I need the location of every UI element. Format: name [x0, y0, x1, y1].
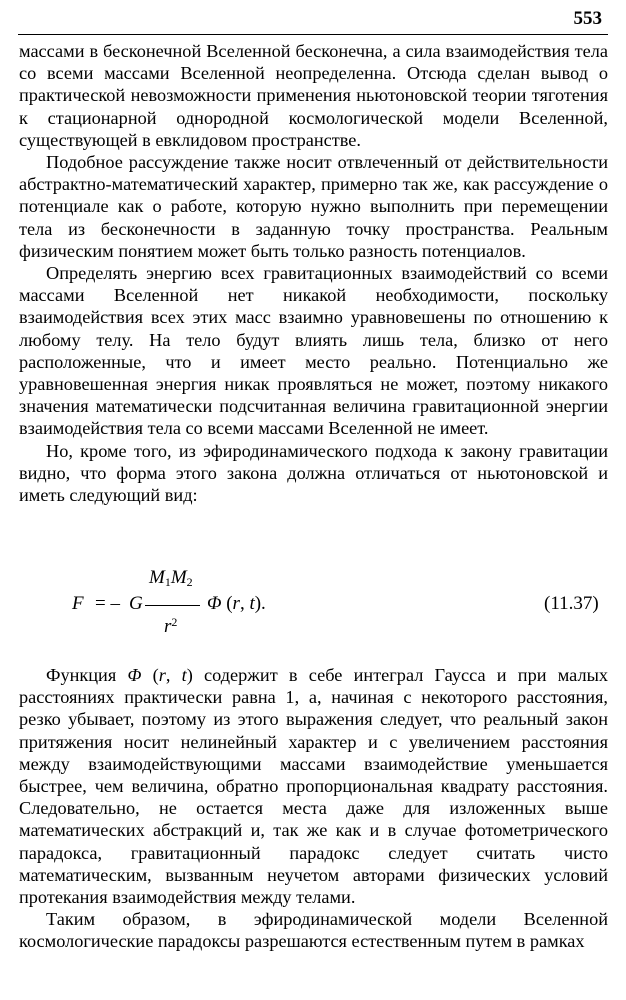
paragraph: Функция Φ (r, t) содержит в себе интеграл Гаусса и при малых расстояниях практически равна 1, а, начиная с некоторого расстояния, резко убывает, поэтому из этого выражения следует, что реальный закон притяжения носит нелинейный характер и с увеличением расстояния между взаимодействующими массами взаимодействие уменьшается быстрее, чем величина, обратно пропорциональная квадрату расстояния. Следовательно, не остается места даже для изложенных выше математических абстракций и, так же как и в случае фотометрического парадокса, гравитационный парадокс следует считать чисто математическим, вызванным неучетом авторами физических условий протекания взаимодействия между телами.	[19, 665, 608, 908]
paragraph: массами в бесконечной Вселенной бесконечна, а сила взаимодействия тела со всеми массами Вселенной неопределенна. Отсюда сделан вывод о практической невозможности применения ньютоновской теории тяготения к стационарной однородной космологической модели Вселенной, существующей в евклидовом пространстве.	[19, 41, 608, 150]
header-rule	[18, 34, 608, 35]
formula-equals: = –	[95, 593, 120, 614]
formula-denominator: $r^2$	[164, 615, 178, 637]
fraction-bar	[145, 605, 200, 606]
formula-11-37	[0, 545, 626, 645]
formula-function: Φ (r, t).	[207, 593, 266, 614]
paragraph: Подобное рассуждение также носит отвлеченный от действительности абстрактно-математический характер, примерно так же, как рассуждение о потенциале как о работе, которую нужно выполнить при перемещении тела из бесконечности в заданную точку пространства. Реальным физическим понятием может быть только разность потенциалов.	[19, 152, 608, 261]
body-text-bottom	[19, 664, 608, 953]
page-number: 553	[573, 8, 602, 29]
body-text-top	[19, 40, 608, 506]
formula-numerator: $M_1M_2$	[149, 567, 193, 589]
paragraph: Определять энергию всех гравитационных взаимодействий со всеми массами Вселенной нет никакой необходимости, поскольку взаимодействия всех этих масс взаимно уравновешены по отношению к любому телу. На тело будут влиять лишь тела, близко от него расположенные, что и имеет место реально. Потенциально же уравновешенная энергия никак проявляться не может, поэтому никакого значения математически подсчитанная величина гравитационной энергии взаимодействия тела со всеми массами Вселенной не имеет.	[19, 263, 608, 439]
formula-constant: G	[129, 593, 143, 614]
equation-number: (11.37)	[544, 593, 599, 614]
formula-lhs: F	[72, 593, 84, 614]
paragraph: Но, кроме того, из эфиродинамического подхода к закону гравитации видно, что форма этого закона должна отличаться от ньютоновской и иметь следующий вид:	[19, 440, 608, 506]
paragraph: Таким образом, в эфиродинамической модели Вселенной космологические парадоксы разрешаются естественным путем в рамках	[19, 909, 608, 952]
